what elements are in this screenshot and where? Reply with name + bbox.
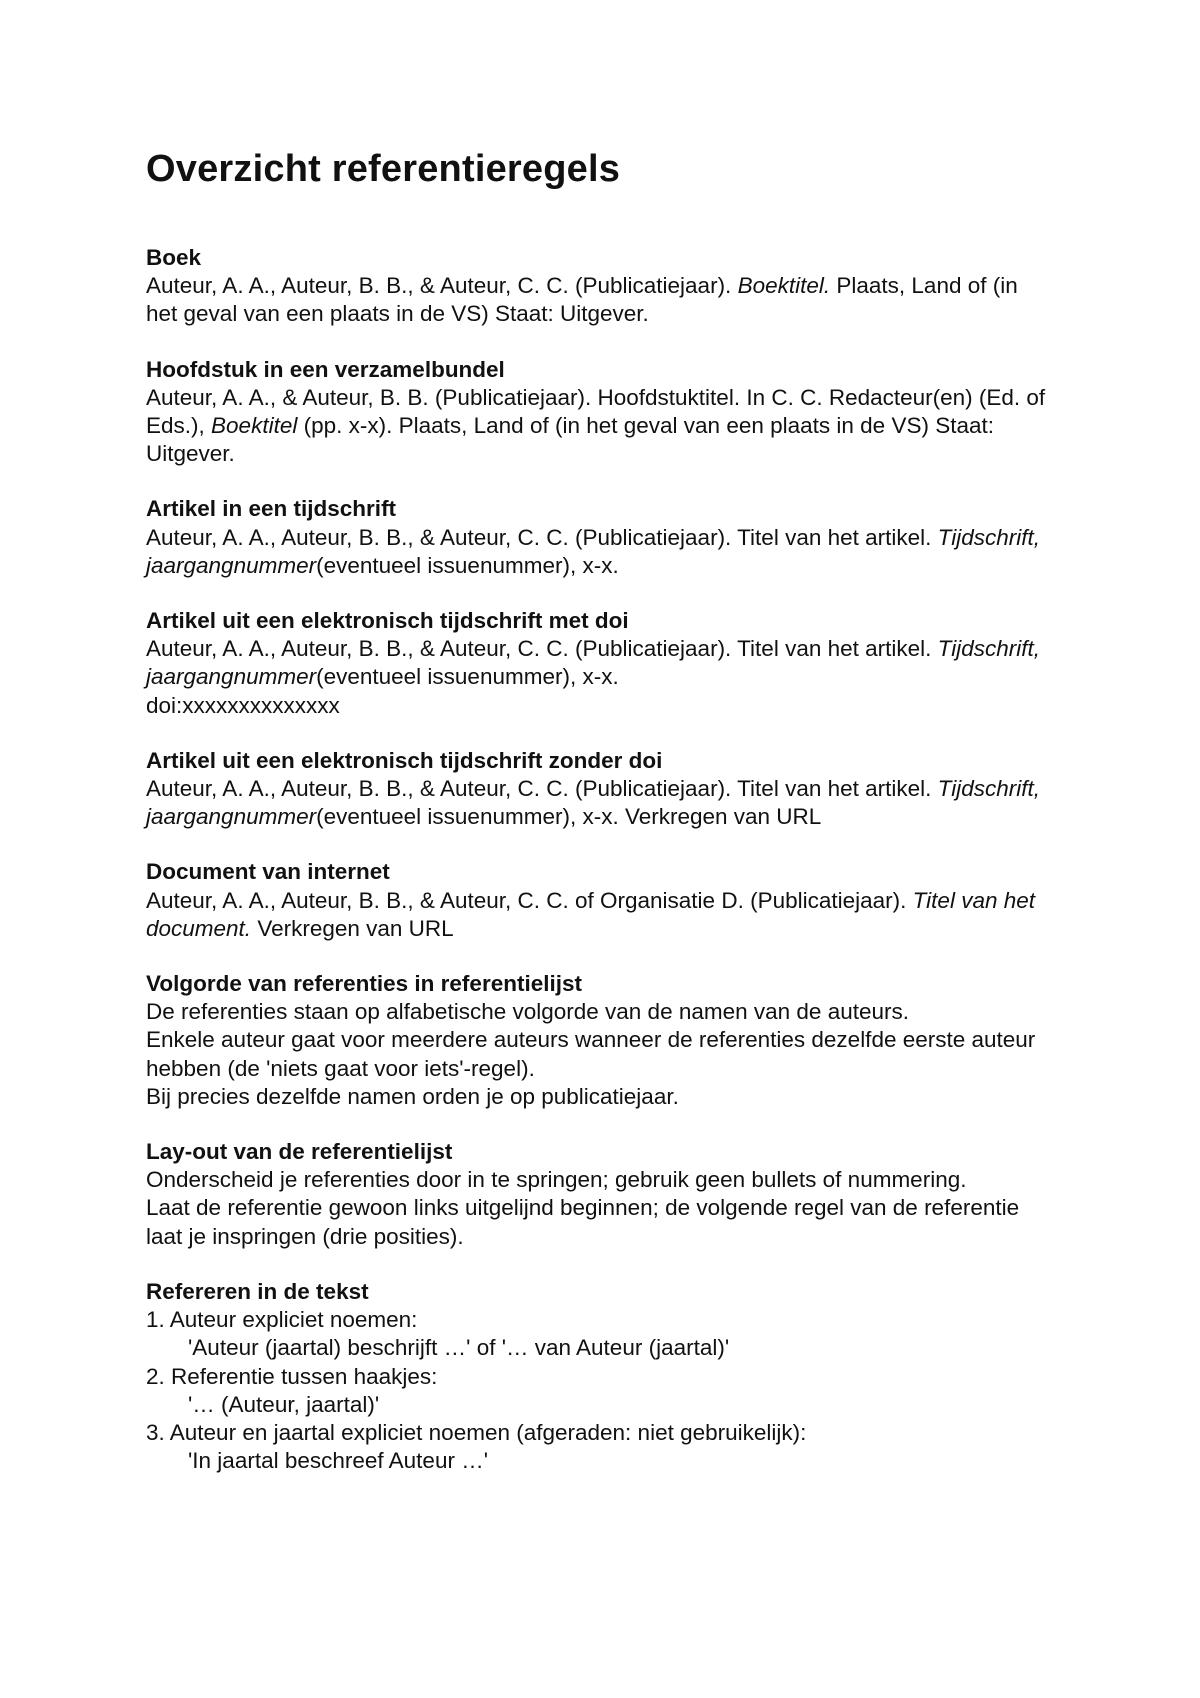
format-text: (eventueel issuenummer), x-x. (316, 664, 619, 690)
reference-format (146, 887, 1050, 943)
reference-format (146, 524, 1050, 580)
page-title: Overzicht referentieregels (146, 148, 621, 190)
section-artikel (146, 495, 1050, 580)
doi-line: doi:xxxxxxxxxxxxxx (146, 692, 340, 718)
section-boek (146, 244, 1050, 329)
reference-format (146, 272, 1050, 328)
section-hoofdstuk (146, 356, 1050, 469)
format-text: Auteur, A. A., Auteur, B. B., & Auteur, C. C. (Publicatiejaar). (146, 273, 738, 299)
section-refereren (146, 1278, 1050, 1475)
reference-format (146, 775, 1050, 831)
section-artikel-doi (146, 607, 1050, 720)
section-document-internet (146, 858, 1050, 943)
list-item: 3. Auteur en jaartal expliciet noemen (afgeraden: niet gebruikelijk): (146, 1419, 807, 1445)
section-heading: Artikel in een tijdschrift (146, 496, 397, 522)
format-italic: Tijdschrift, jaargangnummer (146, 524, 1040, 578)
format-text: Verkregen van URL (251, 915, 454, 941)
section-volgorde (146, 970, 1050, 1111)
format-text: Auteur, A. A., Auteur, B. B., & Auteur, C. C. (Publicatiejaar). Titel van het artikel. (146, 776, 938, 802)
format-italic: Boektitel. (737, 273, 831, 299)
format-italic: Boektitel (211, 413, 298, 439)
format-italic: Titel van het document. (146, 887, 1036, 941)
rule-line: Laat de referentie gewoon links uitgelijnd beginnen; de volgende regel van de referentie laat je inspringen (drie posities). (146, 1195, 1020, 1249)
section-heading: Lay-out van de referentielijst (146, 1139, 453, 1165)
format-text: Plaats, Land of (in het geval van een plaats in de VS) Staat: Uitgever. (146, 273, 1018, 327)
format-text: Auteur, A. A., Auteur, B. B., & Auteur, C. C. of Organisatie D. (Publicatiejaar). (146, 887, 913, 913)
reference-format (146, 635, 1050, 691)
section-heading: Refereren in de tekst (146, 1278, 369, 1304)
format-italic: Tijdschrift, jaargangnummer (146, 776, 1040, 830)
rule-line: Onderscheid je referenties door in te springen; gebruik geen bullets of nummering. (146, 1167, 967, 1193)
section-heading: Artikel uit een elektronisch tijdschrift zonder doi (146, 747, 663, 773)
list-item-example: 'In jaartal beschreef Auteur …' (188, 1448, 489, 1474)
list-item: 1. Auteur expliciet noemen: (146, 1307, 418, 1333)
section-heading: Volgorde van referenties in referentielijst (146, 971, 582, 997)
format-text: (pp. x-x). Plaats, Land of (in het geval van een plaats in de VS) Staat: Uitgever. (146, 413, 994, 467)
section-artikel-zonder-doi (146, 747, 1050, 832)
section-layout (146, 1138, 1050, 1251)
list-item-example: 'Auteur (jaartal) beschrijft …' of '… van Auteur (jaartal)' (188, 1335, 730, 1361)
format-text: Auteur, A. A., Auteur, B. B., & Auteur, C. C. (Publicatiejaar). Titel van het artikel. (146, 524, 938, 550)
list-item-example: '… (Auteur, jaartal)' (188, 1391, 380, 1417)
rule-line: Enkele auteur gaat voor meerdere auteurs wanneer de referenties dezelfde eerste auteur hebben (de 'niets gaat voor iets'-regel). (146, 1027, 1036, 1081)
section-heading: Artikel uit een elektronisch tijdschrift met doi (146, 608, 629, 634)
format-italic: Tijdschrift, jaargangnummer (146, 636, 1040, 690)
reference-format (146, 384, 1050, 469)
rule-line: De referenties staan op alfabetische volgorde van de namen van de auteurs. (146, 999, 909, 1025)
format-text: (eventueel issuenummer), x-x. Verkregen van URL (316, 804, 822, 830)
format-text: (eventueel issuenummer), x-x. (316, 552, 619, 578)
list-item: 2. Referentie tussen haakjes: (146, 1363, 438, 1389)
format-text: Auteur, A. A., & Auteur, B. B. (Publicatiejaar). Hoofdstuktitel. In C. C. Redacteur(en) (Ed. of Eds.), (146, 384, 1046, 439)
format-text: Auteur, A. A., Auteur, B. B., & Auteur, C. C. (Publicatiejaar). Titel van het artikel. (146, 636, 938, 662)
section-heading: Hoofdstuk in een verzamelbundel (146, 356, 505, 382)
rule-line: Bij precies dezelfde namen orden je op publicatiejaar. (146, 1083, 679, 1109)
section-heading: Document van internet (146, 859, 390, 885)
section-heading: Boek (146, 245, 202, 270)
